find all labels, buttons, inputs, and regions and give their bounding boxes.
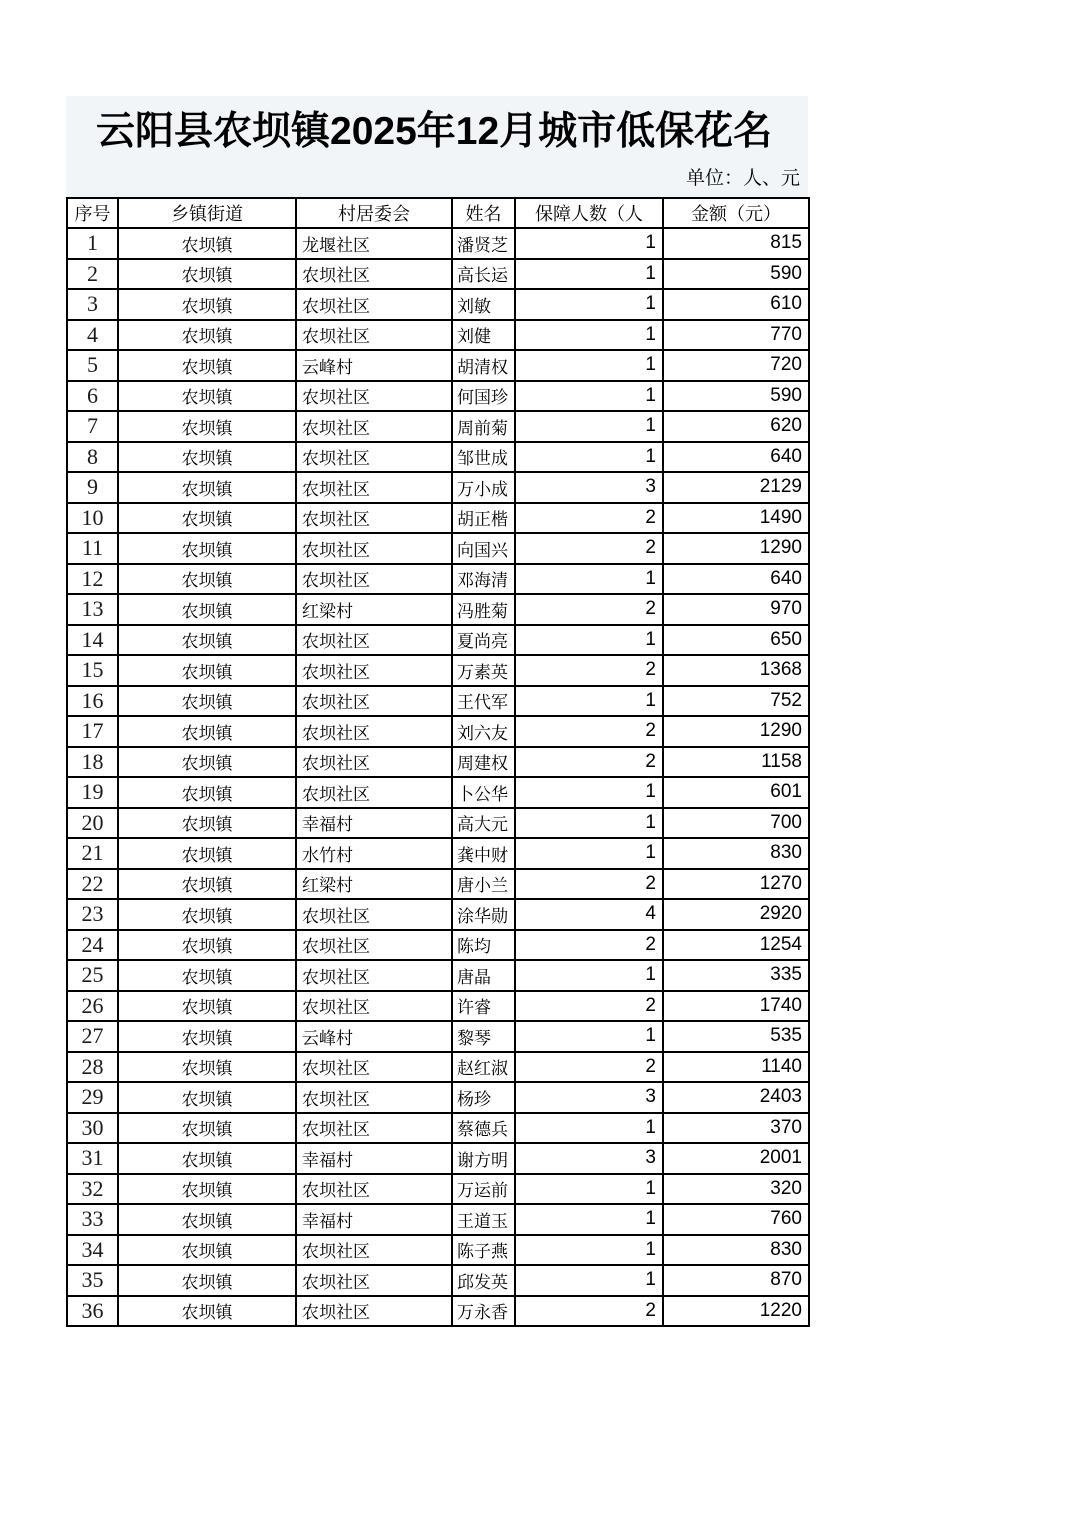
cell-name: 涂华勋 [452, 899, 515, 930]
cell-count: 1 [515, 259, 663, 290]
table-row [67, 1021, 809, 1052]
cell-count: 2 [515, 747, 663, 778]
cell-count: 2 [515, 930, 663, 961]
cell-amount: 2920 [663, 899, 809, 930]
cell-amount: 590 [663, 381, 809, 412]
cell-name: 胡清权 [452, 350, 515, 381]
table-row [67, 1235, 809, 1266]
table-row [67, 259, 809, 290]
cell-seq: 12 [67, 564, 118, 595]
table-row [67, 1204, 809, 1235]
cell-town: 农坝镇 [118, 899, 296, 930]
cell-seq: 25 [67, 960, 118, 991]
document-sheet [66, 96, 808, 1327]
cell-village: 云峰村 [296, 350, 452, 381]
cell-name: 谢方明 [452, 1143, 515, 1174]
cell-amount: 1254 [663, 930, 809, 961]
table-row [67, 1082, 809, 1113]
cell-town: 农坝镇 [118, 1113, 296, 1144]
cell-seq: 7 [67, 411, 118, 442]
cell-amount: 535 [663, 1021, 809, 1052]
cell-town: 农坝镇 [118, 869, 296, 900]
cell-name: 王道玉 [452, 1204, 515, 1235]
table-row [67, 625, 809, 656]
cell-count: 1 [515, 777, 663, 808]
cell-town: 农坝镇 [118, 320, 296, 351]
cell-village: 红梁村 [296, 869, 452, 900]
table-row [67, 594, 809, 625]
cell-town: 农坝镇 [118, 991, 296, 1022]
cell-amount: 830 [663, 1235, 809, 1266]
table-row [67, 1296, 809, 1327]
cell-town: 农坝镇 [118, 747, 296, 778]
cell-count: 2 [515, 1052, 663, 1083]
cell-seq: 8 [67, 442, 118, 473]
cell-name: 向国兴 [452, 533, 515, 564]
cell-town: 农坝镇 [118, 716, 296, 747]
cell-count: 2 [515, 1296, 663, 1327]
cell-village: 农坝社区 [296, 533, 452, 564]
column-header-town: 乡镇街道 [118, 198, 296, 229]
cell-seq: 24 [67, 930, 118, 961]
cell-count: 1 [515, 350, 663, 381]
cell-count: 1 [515, 838, 663, 869]
table-row [67, 472, 809, 503]
cell-count: 2 [515, 655, 663, 686]
column-header-amount: 金额（元） [663, 198, 809, 229]
cell-name: 卜公华 [452, 777, 515, 808]
table-row [67, 716, 809, 747]
cell-count: 2 [515, 991, 663, 1022]
cell-name: 陈均 [452, 930, 515, 961]
cell-seq: 27 [67, 1021, 118, 1052]
table-row [67, 228, 809, 259]
table-row [67, 411, 809, 442]
table-row [67, 899, 809, 930]
column-header-count: 保障人数（人 [515, 198, 663, 229]
cell-village: 农坝社区 [296, 1174, 452, 1205]
cell-town: 农坝镇 [118, 533, 296, 564]
cell-seq: 15 [67, 655, 118, 686]
cell-count: 1 [515, 320, 663, 351]
table-row [67, 350, 809, 381]
cell-seq: 32 [67, 1174, 118, 1205]
cell-seq: 11 [67, 533, 118, 564]
cell-count: 1 [515, 625, 663, 656]
cell-town: 农坝镇 [118, 472, 296, 503]
cell-town: 农坝镇 [118, 1235, 296, 1266]
cell-town: 农坝镇 [118, 350, 296, 381]
cell-amount: 700 [663, 808, 809, 839]
cell-town: 农坝镇 [118, 1052, 296, 1083]
cell-name: 周建权 [452, 747, 515, 778]
cell-amount: 870 [663, 1265, 809, 1296]
cell-village: 幸福村 [296, 1143, 452, 1174]
cell-seq: 18 [67, 747, 118, 778]
cell-town: 农坝镇 [118, 1021, 296, 1052]
cell-seq: 14 [67, 625, 118, 656]
cell-name: 万素英 [452, 655, 515, 686]
table-header [67, 198, 809, 229]
cell-count: 1 [515, 228, 663, 259]
cell-amount: 640 [663, 442, 809, 473]
cell-village: 农坝社区 [296, 960, 452, 991]
cell-amount: 2403 [663, 1082, 809, 1113]
table-row [67, 838, 809, 869]
cell-town: 农坝镇 [118, 411, 296, 442]
table-body [67, 228, 809, 1326]
cell-village: 农坝社区 [296, 442, 452, 473]
cell-count: 3 [515, 1082, 663, 1113]
cell-village: 农坝社区 [296, 1265, 452, 1296]
cell-amount: 370 [663, 1113, 809, 1144]
cell-count: 3 [515, 472, 663, 503]
cell-village: 农坝社区 [296, 991, 452, 1022]
cell-amount: 815 [663, 228, 809, 259]
cell-village: 水竹村 [296, 838, 452, 869]
cell-town: 农坝镇 [118, 442, 296, 473]
cell-town: 农坝镇 [118, 228, 296, 259]
cell-amount: 1158 [663, 747, 809, 778]
table-row [67, 747, 809, 778]
cell-seq: 29 [67, 1082, 118, 1113]
cell-seq: 10 [67, 503, 118, 534]
table-row [67, 686, 809, 717]
cell-town: 农坝镇 [118, 1174, 296, 1205]
cell-name: 万小成 [452, 472, 515, 503]
cell-count: 1 [515, 1174, 663, 1205]
cell-count: 2 [515, 716, 663, 747]
cell-amount: 830 [663, 838, 809, 869]
cell-count: 1 [515, 1204, 663, 1235]
cell-village: 农坝社区 [296, 259, 452, 290]
cell-village: 农坝社区 [296, 1235, 452, 1266]
cell-count: 2 [515, 533, 663, 564]
cell-town: 农坝镇 [118, 960, 296, 991]
cell-seq: 1 [67, 228, 118, 259]
cell-village: 农坝社区 [296, 1296, 452, 1327]
cell-village: 农坝社区 [296, 564, 452, 595]
cell-amount: 970 [663, 594, 809, 625]
column-header-village: 村居委会 [296, 198, 452, 229]
cell-seq: 4 [67, 320, 118, 351]
cell-name: 邹世成 [452, 442, 515, 473]
cell-name: 刘六友 [452, 716, 515, 747]
cell-village: 农坝社区 [296, 625, 452, 656]
cell-name: 邓海清 [452, 564, 515, 595]
cell-town: 农坝镇 [118, 1204, 296, 1235]
table-row [67, 289, 809, 320]
cell-amount: 1490 [663, 503, 809, 534]
table-row [67, 960, 809, 991]
cell-name: 龚中财 [452, 838, 515, 869]
cell-name: 赵红淑 [452, 1052, 515, 1083]
cell-count: 1 [515, 442, 663, 473]
cell-amount: 650 [663, 625, 809, 656]
cell-town: 农坝镇 [118, 625, 296, 656]
cell-count: 1 [515, 381, 663, 412]
cell-name: 许睿 [452, 991, 515, 1022]
cell-town: 农坝镇 [118, 594, 296, 625]
cell-seq: 30 [67, 1113, 118, 1144]
unit-note: 单位：人、元 [685, 167, 800, 189]
cell-seq: 9 [67, 472, 118, 503]
cell-amount: 1290 [663, 533, 809, 564]
cell-seq: 23 [67, 899, 118, 930]
cell-amount: 1140 [663, 1052, 809, 1083]
cell-town: 农坝镇 [118, 838, 296, 869]
cell-name: 蔡德兵 [452, 1113, 515, 1144]
cell-village: 幸福村 [296, 808, 452, 839]
cell-amount: 770 [663, 320, 809, 351]
cell-village: 农坝社区 [296, 777, 452, 808]
cell-count: 1 [515, 1235, 663, 1266]
cell-amount: 320 [663, 1174, 809, 1205]
table-row [67, 381, 809, 412]
table-row [67, 533, 809, 564]
cell-amount: 720 [663, 350, 809, 381]
cell-name: 万运前 [452, 1174, 515, 1205]
cell-town: 农坝镇 [118, 259, 296, 290]
cell-count: 1 [515, 289, 663, 320]
cell-count: 2 [515, 594, 663, 625]
cell-amount: 2001 [663, 1143, 809, 1174]
cell-seq: 21 [67, 838, 118, 869]
cell-village: 农坝社区 [296, 411, 452, 442]
cell-name: 周前菊 [452, 411, 515, 442]
cell-village: 农坝社区 [296, 899, 452, 930]
cell-village: 农坝社区 [296, 747, 452, 778]
table-row [67, 991, 809, 1022]
cell-name: 万永香 [452, 1296, 515, 1327]
cell-amount: 752 [663, 686, 809, 717]
table-row [67, 777, 809, 808]
cell-count: 1 [515, 686, 663, 717]
cell-town: 农坝镇 [118, 1143, 296, 1174]
cell-village: 红梁村 [296, 594, 452, 625]
cell-village: 农坝社区 [296, 716, 452, 747]
cell-town: 农坝镇 [118, 503, 296, 534]
cell-amount: 1220 [663, 1296, 809, 1327]
cell-amount: 640 [663, 564, 809, 595]
cell-count: 1 [515, 411, 663, 442]
cell-amount: 1368 [663, 655, 809, 686]
cell-village: 龙堰社区 [296, 228, 452, 259]
cell-town: 农坝镇 [118, 1296, 296, 1327]
table-row [67, 1265, 809, 1296]
cell-town: 农坝镇 [118, 1265, 296, 1296]
page-title: 云阳县农坝镇2025年12月城市低保花名 [96, 110, 773, 153]
cell-name: 高长运 [452, 259, 515, 290]
cell-village: 云峰村 [296, 1021, 452, 1052]
table-row [67, 442, 809, 473]
roster-table [66, 197, 810, 1328]
cell-town: 农坝镇 [118, 289, 296, 320]
table-row [67, 808, 809, 839]
cell-amount: 2129 [663, 472, 809, 503]
cell-village: 农坝社区 [296, 1113, 452, 1144]
cell-village: 农坝社区 [296, 289, 452, 320]
cell-amount: 1740 [663, 991, 809, 1022]
cell-village: 农坝社区 [296, 930, 452, 961]
table-row [67, 503, 809, 534]
cell-town: 农坝镇 [118, 1082, 296, 1113]
cell-count: 2 [515, 503, 663, 534]
cell-amount: 1270 [663, 869, 809, 900]
cell-village: 农坝社区 [296, 686, 452, 717]
cell-amount: 590 [663, 259, 809, 290]
cell-seq: 20 [67, 808, 118, 839]
table-row [67, 1143, 809, 1174]
cell-village: 幸福村 [296, 1204, 452, 1235]
cell-count: 1 [515, 1113, 663, 1144]
table-row [67, 564, 809, 595]
table-row [67, 655, 809, 686]
cell-seq: 2 [67, 259, 118, 290]
cell-seq: 36 [67, 1296, 118, 1327]
column-header-seq: 序号 [67, 198, 118, 229]
cell-name: 潘贤芝 [452, 228, 515, 259]
cell-seq: 13 [67, 594, 118, 625]
cell-seq: 28 [67, 1052, 118, 1083]
cell-seq: 6 [67, 381, 118, 412]
cell-amount: 335 [663, 960, 809, 991]
cell-village: 农坝社区 [296, 320, 452, 351]
column-header-name: 姓名 [452, 198, 515, 229]
cell-amount: 760 [663, 1204, 809, 1235]
cell-seq: 19 [67, 777, 118, 808]
cell-town: 农坝镇 [118, 686, 296, 717]
cell-amount: 610 [663, 289, 809, 320]
cell-name: 夏尚亮 [452, 625, 515, 656]
cell-town: 农坝镇 [118, 777, 296, 808]
cell-count: 1 [515, 1265, 663, 1296]
table-row [67, 930, 809, 961]
cell-name: 胡正楷 [452, 503, 515, 534]
table-row [67, 320, 809, 351]
cell-count: 3 [515, 1143, 663, 1174]
cell-name: 王代军 [452, 686, 515, 717]
cell-seq: 16 [67, 686, 118, 717]
table-row [67, 869, 809, 900]
cell-name: 唐晶 [452, 960, 515, 991]
cell-name: 何国珍 [452, 381, 515, 412]
cell-seq: 34 [67, 1235, 118, 1266]
cell-name: 黎琴 [452, 1021, 515, 1052]
cell-count: 2 [515, 869, 663, 900]
cell-seq: 35 [67, 1265, 118, 1296]
cell-seq: 31 [67, 1143, 118, 1174]
cell-village: 农坝社区 [296, 1082, 452, 1113]
cell-name: 邱发英 [452, 1265, 515, 1296]
cell-count: 1 [515, 808, 663, 839]
cell-amount: 620 [663, 411, 809, 442]
table-row [67, 1113, 809, 1144]
cell-name: 刘敏 [452, 289, 515, 320]
cell-village: 农坝社区 [296, 655, 452, 686]
cell-seq: 17 [67, 716, 118, 747]
cell-village: 农坝社区 [296, 381, 452, 412]
cell-seq: 33 [67, 1204, 118, 1235]
cell-name: 冯胜菊 [452, 594, 515, 625]
cell-town: 农坝镇 [118, 655, 296, 686]
header-row [67, 198, 809, 229]
cell-amount: 1290 [663, 716, 809, 747]
cell-name: 陈子燕 [452, 1235, 515, 1266]
cell-seq: 5 [67, 350, 118, 381]
cell-count: 1 [515, 960, 663, 991]
cell-name: 唐小兰 [452, 869, 515, 900]
cell-town: 农坝镇 [118, 808, 296, 839]
cell-village: 农坝社区 [296, 503, 452, 534]
cell-town: 农坝镇 [118, 564, 296, 595]
cell-count: 1 [515, 564, 663, 595]
cell-village: 农坝社区 [296, 1052, 452, 1083]
cell-name: 刘健 [452, 320, 515, 351]
cell-seq: 22 [67, 869, 118, 900]
cell-count: 4 [515, 899, 663, 930]
cell-amount: 601 [663, 777, 809, 808]
cell-name: 杨珍 [452, 1082, 515, 1113]
cell-seq: 26 [67, 991, 118, 1022]
cell-seq: 3 [67, 289, 118, 320]
table-row [67, 1052, 809, 1083]
cell-name: 高大元 [452, 808, 515, 839]
cell-town: 农坝镇 [118, 930, 296, 961]
cell-town: 农坝镇 [118, 381, 296, 412]
cell-count: 1 [515, 1021, 663, 1052]
table-row [67, 1174, 809, 1205]
cell-village: 农坝社区 [296, 472, 452, 503]
